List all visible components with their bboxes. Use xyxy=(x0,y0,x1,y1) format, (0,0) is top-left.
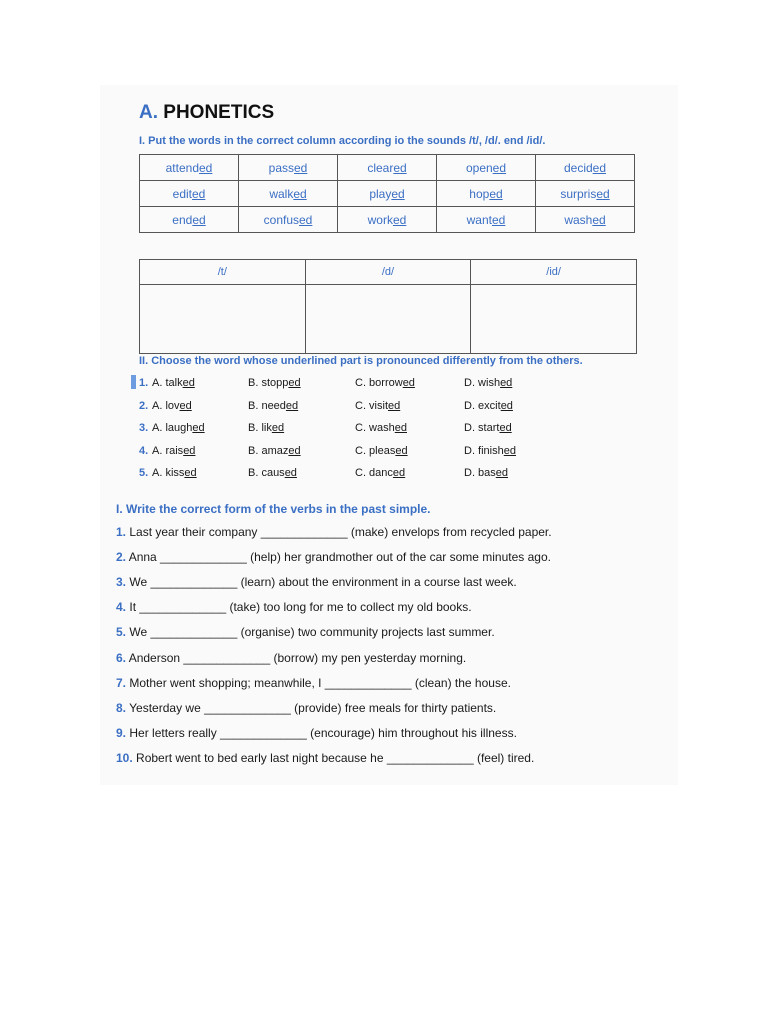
word-stem: wash xyxy=(564,212,593,227)
answer-option[interactable] xyxy=(355,377,415,389)
option-text: C. visit xyxy=(355,399,388,412)
word-ending: ed xyxy=(293,186,307,201)
exercise-sentence[interactable]: Anderson _____________ (borrow) my pen yesterday morning. xyxy=(128,650,467,665)
option-underlined-part: ed xyxy=(184,467,197,479)
option-text: D. finish xyxy=(464,444,504,457)
column-header-t: /t/ xyxy=(140,260,306,285)
bookmark-marker-icon xyxy=(131,375,136,389)
word-stem: hop xyxy=(469,186,490,201)
word-cell xyxy=(239,181,338,207)
option-text: B. amaz xyxy=(248,444,289,457)
word-ending: ed xyxy=(294,160,308,175)
exercise-item xyxy=(116,726,517,740)
word-cell xyxy=(536,155,635,181)
exercise-sentence[interactable]: Anna _____________ (help) her grandmother out of the car some minutes ago. xyxy=(128,550,551,565)
option-text: C. wash xyxy=(355,422,395,434)
word-cell xyxy=(338,207,437,233)
exercise-number: 9. xyxy=(116,725,127,740)
answer-option[interactable] xyxy=(464,377,512,389)
option-underlined-part: ed xyxy=(182,377,195,389)
word-stem: attend xyxy=(165,160,199,175)
word-cell xyxy=(338,155,437,181)
word-stem: want xyxy=(466,212,492,227)
answer-option[interactable] xyxy=(355,467,405,479)
answer-option[interactable] xyxy=(355,445,408,457)
word-stem: open xyxy=(465,160,493,175)
word-ending: ed xyxy=(392,212,407,227)
exercise-item xyxy=(116,525,552,539)
part1-instruction: I. Put the words in the correct column according io the sounds /t/, /d/. end /id/. xyxy=(139,135,546,147)
word-cell xyxy=(536,181,635,207)
question-number: 2. xyxy=(139,399,149,412)
word-ending: ed xyxy=(192,212,206,227)
word-cell xyxy=(140,181,239,207)
question-row xyxy=(139,422,559,438)
word-ending: ed xyxy=(299,212,313,227)
option-underlined-part: ed xyxy=(179,399,192,412)
option-underlined-part: ed xyxy=(500,399,513,412)
word-ending: ed xyxy=(199,160,213,175)
option-underlined-part: ed xyxy=(499,422,512,434)
option-underlined-part: ed xyxy=(285,399,299,412)
option-text: A. rais xyxy=(152,444,184,457)
column-answer-t[interactable] xyxy=(140,285,306,354)
exercise-item xyxy=(116,676,511,690)
exercise-sentence[interactable]: We _____________ (learn) about the environment in a course last week. xyxy=(129,575,517,590)
exercise-sentence[interactable]: Yesterday we _____________ (provide) free meals for thirty patients. xyxy=(129,700,497,715)
exercise-sentence[interactable]: It _____________ (take) too long for me to collect my old books. xyxy=(129,600,472,615)
option-text: D. bas xyxy=(464,467,496,479)
answer-option[interactable] xyxy=(464,445,516,457)
exercise-item xyxy=(116,751,534,765)
exercise-item xyxy=(116,550,551,564)
part3-instruction: I. Write the correct form of the verbs in the past simple. xyxy=(116,502,431,516)
word-ending: ed xyxy=(596,186,610,201)
word-cell xyxy=(239,155,338,181)
option-text: D. wish xyxy=(464,377,501,389)
exercise-sentence[interactable]: Last year their company _____________ (make) envelops from recycled paper. xyxy=(129,525,552,539)
exercise-number: 6. xyxy=(116,650,127,665)
column-answer-id[interactable] xyxy=(471,285,637,354)
option-underlined-part: ed xyxy=(288,444,301,457)
answer-option[interactable] xyxy=(152,422,205,434)
word-ending: ed xyxy=(492,212,506,227)
word-cell xyxy=(437,207,536,233)
option-text: A. lov xyxy=(152,399,180,412)
option-text: A. talk xyxy=(152,377,183,389)
option-underlined-part: ed xyxy=(288,377,301,389)
answer-option[interactable] xyxy=(152,377,195,389)
option-text: B. caus xyxy=(248,467,285,479)
exercise-item xyxy=(116,701,496,715)
answer-option[interactable] xyxy=(355,400,400,412)
exercise-number: 10. xyxy=(116,750,133,765)
word-stem: play xyxy=(369,186,392,201)
option-text: C. borrow xyxy=(355,377,403,389)
answer-option[interactable] xyxy=(248,377,301,389)
exercise-number: 8. xyxy=(116,700,127,715)
word-stem: surpris xyxy=(560,186,597,201)
word-ending: ed xyxy=(393,160,407,175)
exercise-sentence[interactable]: We _____________ (organise) two community projects last summer. xyxy=(129,625,495,640)
option-text: B. stopp xyxy=(248,377,289,389)
option-underlined-part: ed xyxy=(192,422,205,434)
word-table-row xyxy=(140,207,635,233)
answer-option[interactable] xyxy=(464,467,508,479)
option-text: D. excit xyxy=(464,399,501,412)
section-letter: A. xyxy=(139,102,158,123)
word-ending: ed xyxy=(489,186,503,201)
exercise-item xyxy=(116,625,495,639)
option-underlined-part: ed xyxy=(183,444,196,457)
word-stem: clear xyxy=(367,160,394,175)
option-underlined-part: ed xyxy=(395,444,408,457)
option-text: A. kiss xyxy=(152,467,185,479)
column-header-id: /id/ xyxy=(471,260,637,285)
option-text: C. pleas xyxy=(355,444,396,457)
section-heading xyxy=(139,102,274,124)
option-underlined-part: ed xyxy=(503,444,516,457)
option-underlined-part: ed xyxy=(284,467,297,479)
answer-option[interactable] xyxy=(248,467,297,479)
exercise-number: 2. xyxy=(116,550,127,565)
word-ending: ed xyxy=(492,160,507,175)
question-number: 5. xyxy=(139,467,149,479)
word-cell xyxy=(239,207,338,233)
word-stem: confus xyxy=(263,212,299,227)
column-header-d: /d/ xyxy=(305,260,471,285)
question-row xyxy=(139,377,559,393)
exercise-number: 3. xyxy=(116,575,127,590)
column-answer-d[interactable] xyxy=(305,285,471,354)
answer-option[interactable] xyxy=(248,445,301,457)
word-stem: walk xyxy=(269,186,294,201)
answer-option[interactable] xyxy=(248,400,298,412)
option-text: B. lik xyxy=(248,422,272,434)
exercise-sentence[interactable]: Mother went shopping; meanwhile, I _____________ (clean) the house. xyxy=(129,675,511,690)
option-text: C. danc xyxy=(355,467,393,479)
question-number: 1. xyxy=(139,377,149,389)
word-cell xyxy=(338,181,437,207)
word-table xyxy=(139,154,635,233)
exercise-number: 1. xyxy=(116,525,127,539)
question-number: 4. xyxy=(139,444,149,457)
sound-columns-table xyxy=(139,259,637,354)
word-table-row xyxy=(140,155,635,181)
answer-option[interactable] xyxy=(464,400,513,412)
word-cell xyxy=(140,207,239,233)
option-text: A. laugh xyxy=(152,422,193,434)
exercise-sentence[interactable]: Robert went to bed early last night because he _____________ (feel) tired. xyxy=(136,750,535,765)
option-underlined-part: ed xyxy=(394,422,407,434)
word-ending: ed xyxy=(192,186,206,201)
exercise-item xyxy=(116,575,517,589)
word-cell xyxy=(536,207,635,233)
word-cell xyxy=(437,155,536,181)
word-table-row xyxy=(140,181,635,207)
section-title: PHONETICS xyxy=(163,102,275,123)
answer-option[interactable] xyxy=(152,400,192,412)
question-row xyxy=(139,445,559,461)
word-cell xyxy=(140,155,239,181)
answer-option[interactable] xyxy=(152,445,195,457)
exercise-number: 7. xyxy=(116,675,127,690)
exercise-item xyxy=(116,651,466,665)
word-stem: pass xyxy=(268,160,294,175)
option-underlined-part: ed xyxy=(271,422,285,434)
word-ending: ed xyxy=(592,160,607,175)
answer-option[interactable] xyxy=(248,422,284,434)
question-number: 3. xyxy=(139,422,149,434)
question-row xyxy=(139,467,559,483)
exercise-sentence[interactable]: Her letters really _____________ (encourage) him throughout his illness. xyxy=(129,725,517,740)
exercise-number: 5. xyxy=(116,625,127,640)
option-underlined-part: ed xyxy=(388,399,401,412)
option-underlined-part: ed xyxy=(402,377,415,389)
part2-instruction: II. Choose the word whose underlined part is pronounced differently from the others. xyxy=(139,355,583,367)
exercise-number: 4. xyxy=(116,600,127,615)
option-underlined-part: ed xyxy=(392,467,406,479)
option-underlined-part: ed xyxy=(495,467,509,479)
word-stem: decid xyxy=(563,160,593,175)
word-ending: ed xyxy=(391,186,405,201)
word-ending: ed xyxy=(592,212,606,227)
word-stem: edit xyxy=(172,186,192,201)
word-cell xyxy=(437,181,536,207)
option-text: B. need xyxy=(248,399,286,412)
answer-option[interactable] xyxy=(464,422,512,434)
question-row xyxy=(139,400,559,416)
word-stem: end xyxy=(172,212,193,227)
option-underlined-part: ed xyxy=(500,377,513,389)
answer-option[interactable] xyxy=(152,467,197,479)
answer-option[interactable] xyxy=(355,422,407,434)
exercise-item xyxy=(116,600,472,614)
word-stem: work xyxy=(367,212,393,227)
option-text: D. start xyxy=(464,422,500,434)
